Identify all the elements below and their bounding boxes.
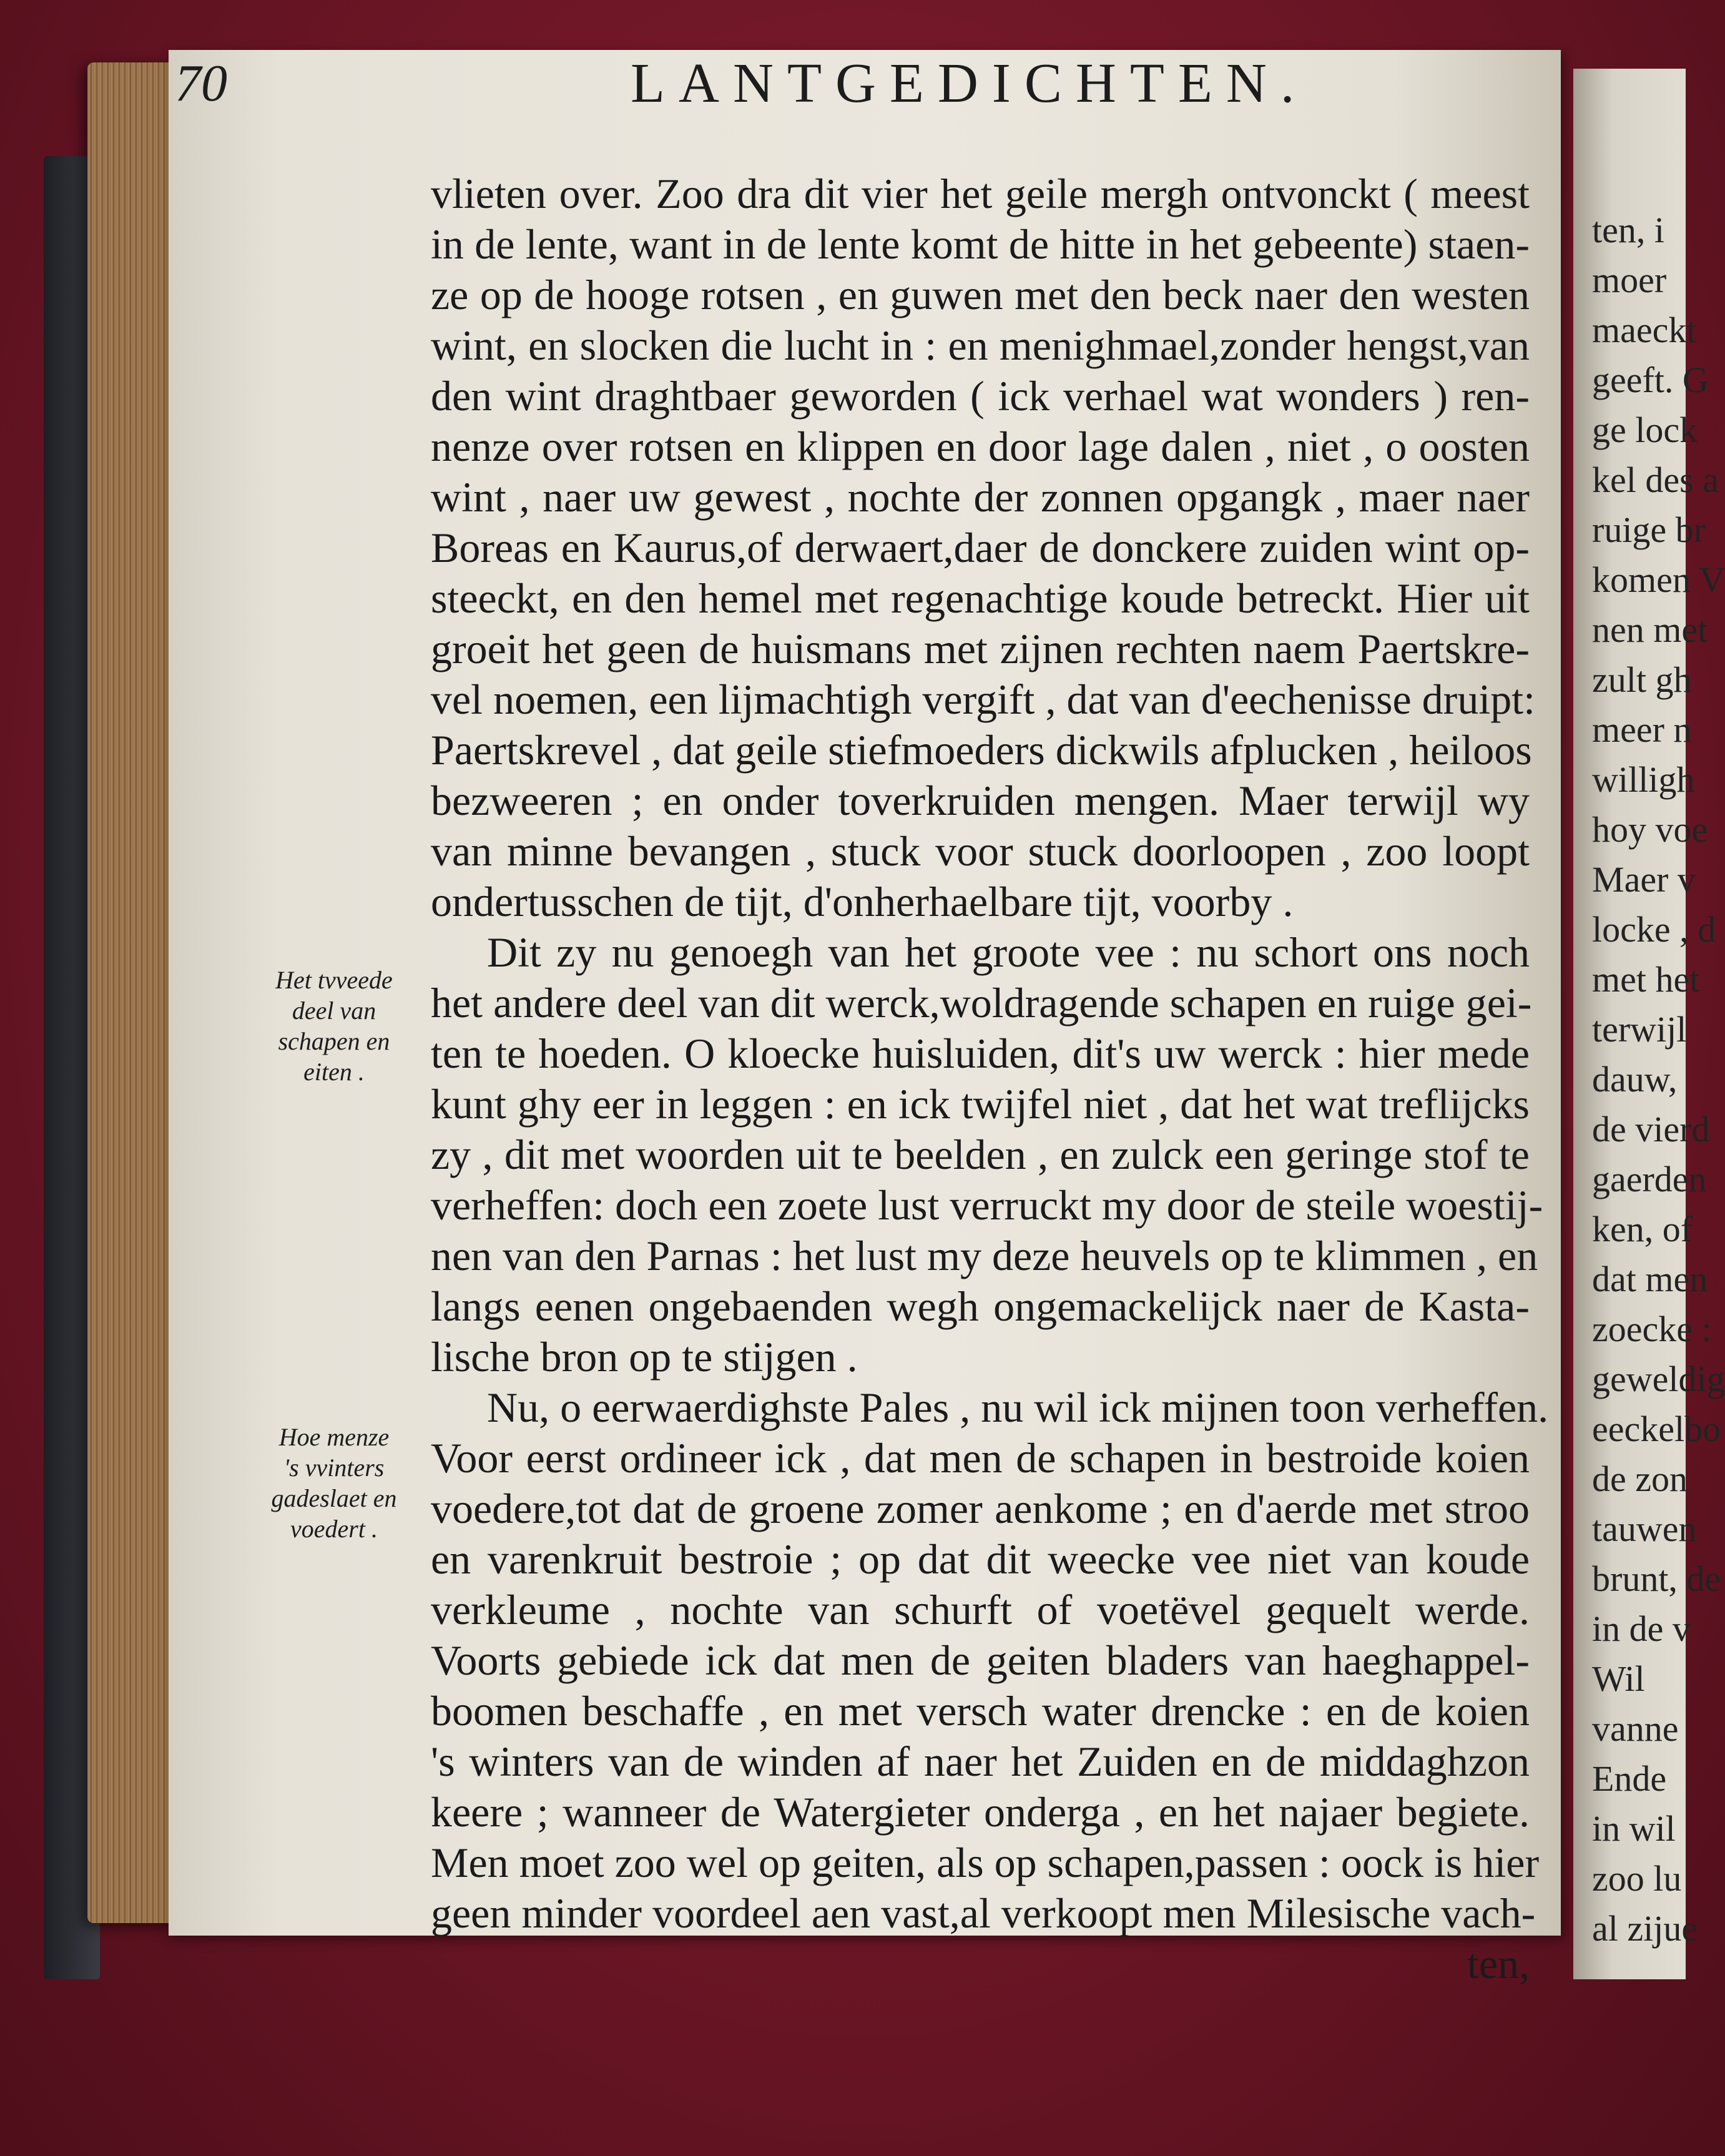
adjacent-page-fragment: ge lock	[1592, 410, 1698, 450]
margin-note-line: deel van	[292, 997, 376, 1025]
adjacent-page-fragment: gaerden	[1592, 1159, 1707, 1199]
text-line: nen van den Parnas : het lust my deze heuvels op te klimmen , en	[431, 1232, 1538, 1279]
text-line: ten te hoeden. O kloecke huisluiden, dit's uw werck : hier mede	[431, 1030, 1530, 1077]
margin-note-line: schapen en	[278, 1027, 390, 1055]
adjacent-page-fragment: meer n	[1592, 709, 1692, 750]
text-line: boomen beschaffe , en met versch water drencke : en de koien	[431, 1687, 1530, 1735]
adjacent-page-fragment: komen V	[1592, 559, 1725, 600]
adjacent-page-fragment: met het	[1592, 959, 1700, 1000]
text-line: Dit zy nu genoegh van het groote vee : nu schort ons noch	[487, 928, 1530, 976]
margin-note-line: Het tvveede	[275, 966, 393, 994]
text-line: Voorts gebiede ick dat men de geiten bladers van haeghappel-	[431, 1637, 1530, 1684]
adjacent-page-fragment: geeft. G	[1592, 360, 1709, 400]
text-line: steeckt, en den hemel met regenachtige koude betreckt. Hier uit	[431, 574, 1530, 622]
adjacent-page-fragment: in wil	[1592, 1808, 1676, 1849]
text-line: Voor eerst ordineer ick , dat men de schapen in bestroide koien	[431, 1434, 1530, 1482]
adjacent-page-fragment: willigh	[1592, 759, 1695, 800]
adjacent-page-fragment: al zijue	[1592, 1908, 1698, 1949]
adjacent-page-fragment: terwijl	[1592, 1009, 1687, 1050]
text-line: ondertusschen de tijt, d'onherhaelbare tijt, voorby .	[431, 878, 1294, 925]
text-line: Men moet zoo wel op geiten, als op schapen,passen : oock is hier	[431, 1839, 1540, 1886]
text-line: Paertskrevel , dat geile stiefmoeders dickwils afplucken , heiloos	[431, 726, 1532, 774]
text-line: den wint draghtbaer geworden ( ick verhael wat wonders ) ren-	[431, 372, 1530, 420]
page-number: 70	[175, 54, 227, 112]
adjacent-page-fragment: ten, i	[1592, 210, 1664, 250]
text-line: het andere deel van dit werck,woldragende schapen en ruige gei-	[431, 979, 1532, 1026]
text-line: Boreas en Kaurus,of derwaert,daer de donckere zuiden wint op-	[431, 524, 1530, 571]
adjacent-page-fragment: de zon	[1592, 1459, 1688, 1499]
adjacent-page-fragment: nen met	[1592, 609, 1708, 650]
text-line: verkleume , nochte van schurft of voetëvel gequelt werde.	[431, 1586, 1530, 1633]
text-line: voedere,tot dat de groene zomer aenkome ; en d'aerde met stroo	[431, 1485, 1530, 1532]
text-line: nenze over rotsen en klippen en door lage dalen , niet , o oosten	[431, 423, 1530, 470]
text-line: Nu, o eerwaerdighste Pales , nu wil ick mijnen toon verheffen.	[487, 1384, 1549, 1431]
adjacent-page-fragment: eeckelbo	[1592, 1409, 1721, 1449]
text-line: wint , naer uw gewest , nochte der zonnen opgangk , maer naer	[431, 473, 1530, 521]
text-line: wint, en slocken die lucht in : en menighmael,zonder hengst,van	[431, 322, 1530, 369]
adjacent-page-fragment: geweldig	[1592, 1359, 1725, 1399]
text-line: keere ; wanneer de Watergieter onderga , en het najaer begiete.	[431, 1788, 1530, 1836]
text-line: lische bron op te stijgen .	[431, 1333, 858, 1381]
adjacent-page-fragment: Ende	[1592, 1758, 1667, 1799]
margin-note-winter-care	[250, 1422, 418, 1544]
margin-note-line: Hoe menze	[278, 1423, 390, 1451]
adjacent-page-fragment: Maer v	[1592, 859, 1696, 900]
main-text	[431, 169, 1549, 1989]
margin-note-line: gadeslaet en	[271, 1484, 397, 1512]
adjacent-page	[1573, 69, 1725, 1979]
adjacent-page-fragment: de vierd	[1592, 1109, 1710, 1149]
adjacent-page-fragment: Wil	[1592, 1658, 1645, 1699]
adjacent-page-fragment: maeckt	[1592, 310, 1697, 350]
margin-note-line: 's vvinters	[283, 1454, 385, 1482]
adjacent-page-fragment: zoecke :	[1592, 1309, 1712, 1349]
margin-note-line: eiten .	[303, 1058, 365, 1086]
adjacent-page-fragment: ruige br	[1592, 509, 1706, 550]
adjacent-page-fragment: zoo lu	[1592, 1858, 1682, 1899]
adjacent-page-fragment: hoy voe	[1592, 809, 1708, 850]
text-line: zy , dit met woorden uit te beelden , en zulck een geringe stof te	[431, 1131, 1530, 1178]
adjacent-page-fragment: ken, of	[1592, 1209, 1693, 1249]
text-line: en varenkruit bestroie ; op dat dit weecke vee niet van koude	[431, 1535, 1530, 1583]
adjacent-page-fragment: vanne	[1592, 1708, 1679, 1749]
text-line: vlieten over. Zoo dra dit vier het geile mergh ontvonckt ( meest	[431, 170, 1530, 217]
adjacent-page-fragment: locke , d	[1592, 909, 1716, 950]
adjacent-page-fragment: dauw,	[1592, 1059, 1678, 1100]
text-line: langs eenen ongebaenden wegh ongemackelijck naer de Kasta-	[431, 1282, 1530, 1330]
text-line: ze op de hooge rotsen , en guwen met den beck naer den westen	[431, 271, 1530, 318]
running-title: LANTGEDICHTEN.	[631, 52, 1309, 114]
text-line: bezweeren ; en onder toverkruiden mengen. Maer terwijl wy	[431, 777, 1530, 824]
adjacent-page-fragment: kel des a	[1592, 460, 1719, 500]
adjacent-page-fragment: tauwen	[1592, 1509, 1697, 1549]
text-line: kunt ghy eer in leggen : en ick twijfel niet , dat het wat treflijcks	[431, 1080, 1530, 1128]
margin-note-line: voedert .	[290, 1515, 378, 1543]
text-line: geen minder voordeel aen vast,al verkoopt men Milesische vach-	[431, 1889, 1536, 1937]
text-line: van minne bevangen , stuck voor stuck doorloopen , zoo loopt	[431, 827, 1530, 875]
adjacent-page-fragment: brunt, de	[1592, 1558, 1721, 1599]
adjacent-page-fragment: moer	[1592, 260, 1667, 300]
text-line: verheffen: doch een zoete lust verruckt my door de steile woestij-	[431, 1181, 1543, 1229]
text-line: 's winters van de winden af naer het Zuiden en de middaghzon	[431, 1738, 1530, 1785]
margin-note-second-part	[250, 965, 418, 1087]
page-block-edge	[87, 62, 181, 1923]
text-line: vel noemen, een lijmachtigh vergift , dat van d'eechenisse druipt:	[431, 676, 1535, 723]
text-line: groeit het geen de huismans met zijnen rechten naem Paertskre-	[431, 625, 1530, 672]
adjacent-page-fragment: dat men	[1592, 1259, 1708, 1299]
adjacent-page-fragment: in de v	[1592, 1608, 1691, 1649]
text-line: ten,	[1467, 1940, 1530, 1987]
text-line: in de lente, want in de lente komt de hitte in het gebeente) staen-	[431, 220, 1530, 268]
adjacent-page-fragment: zult gh	[1592, 659, 1692, 700]
